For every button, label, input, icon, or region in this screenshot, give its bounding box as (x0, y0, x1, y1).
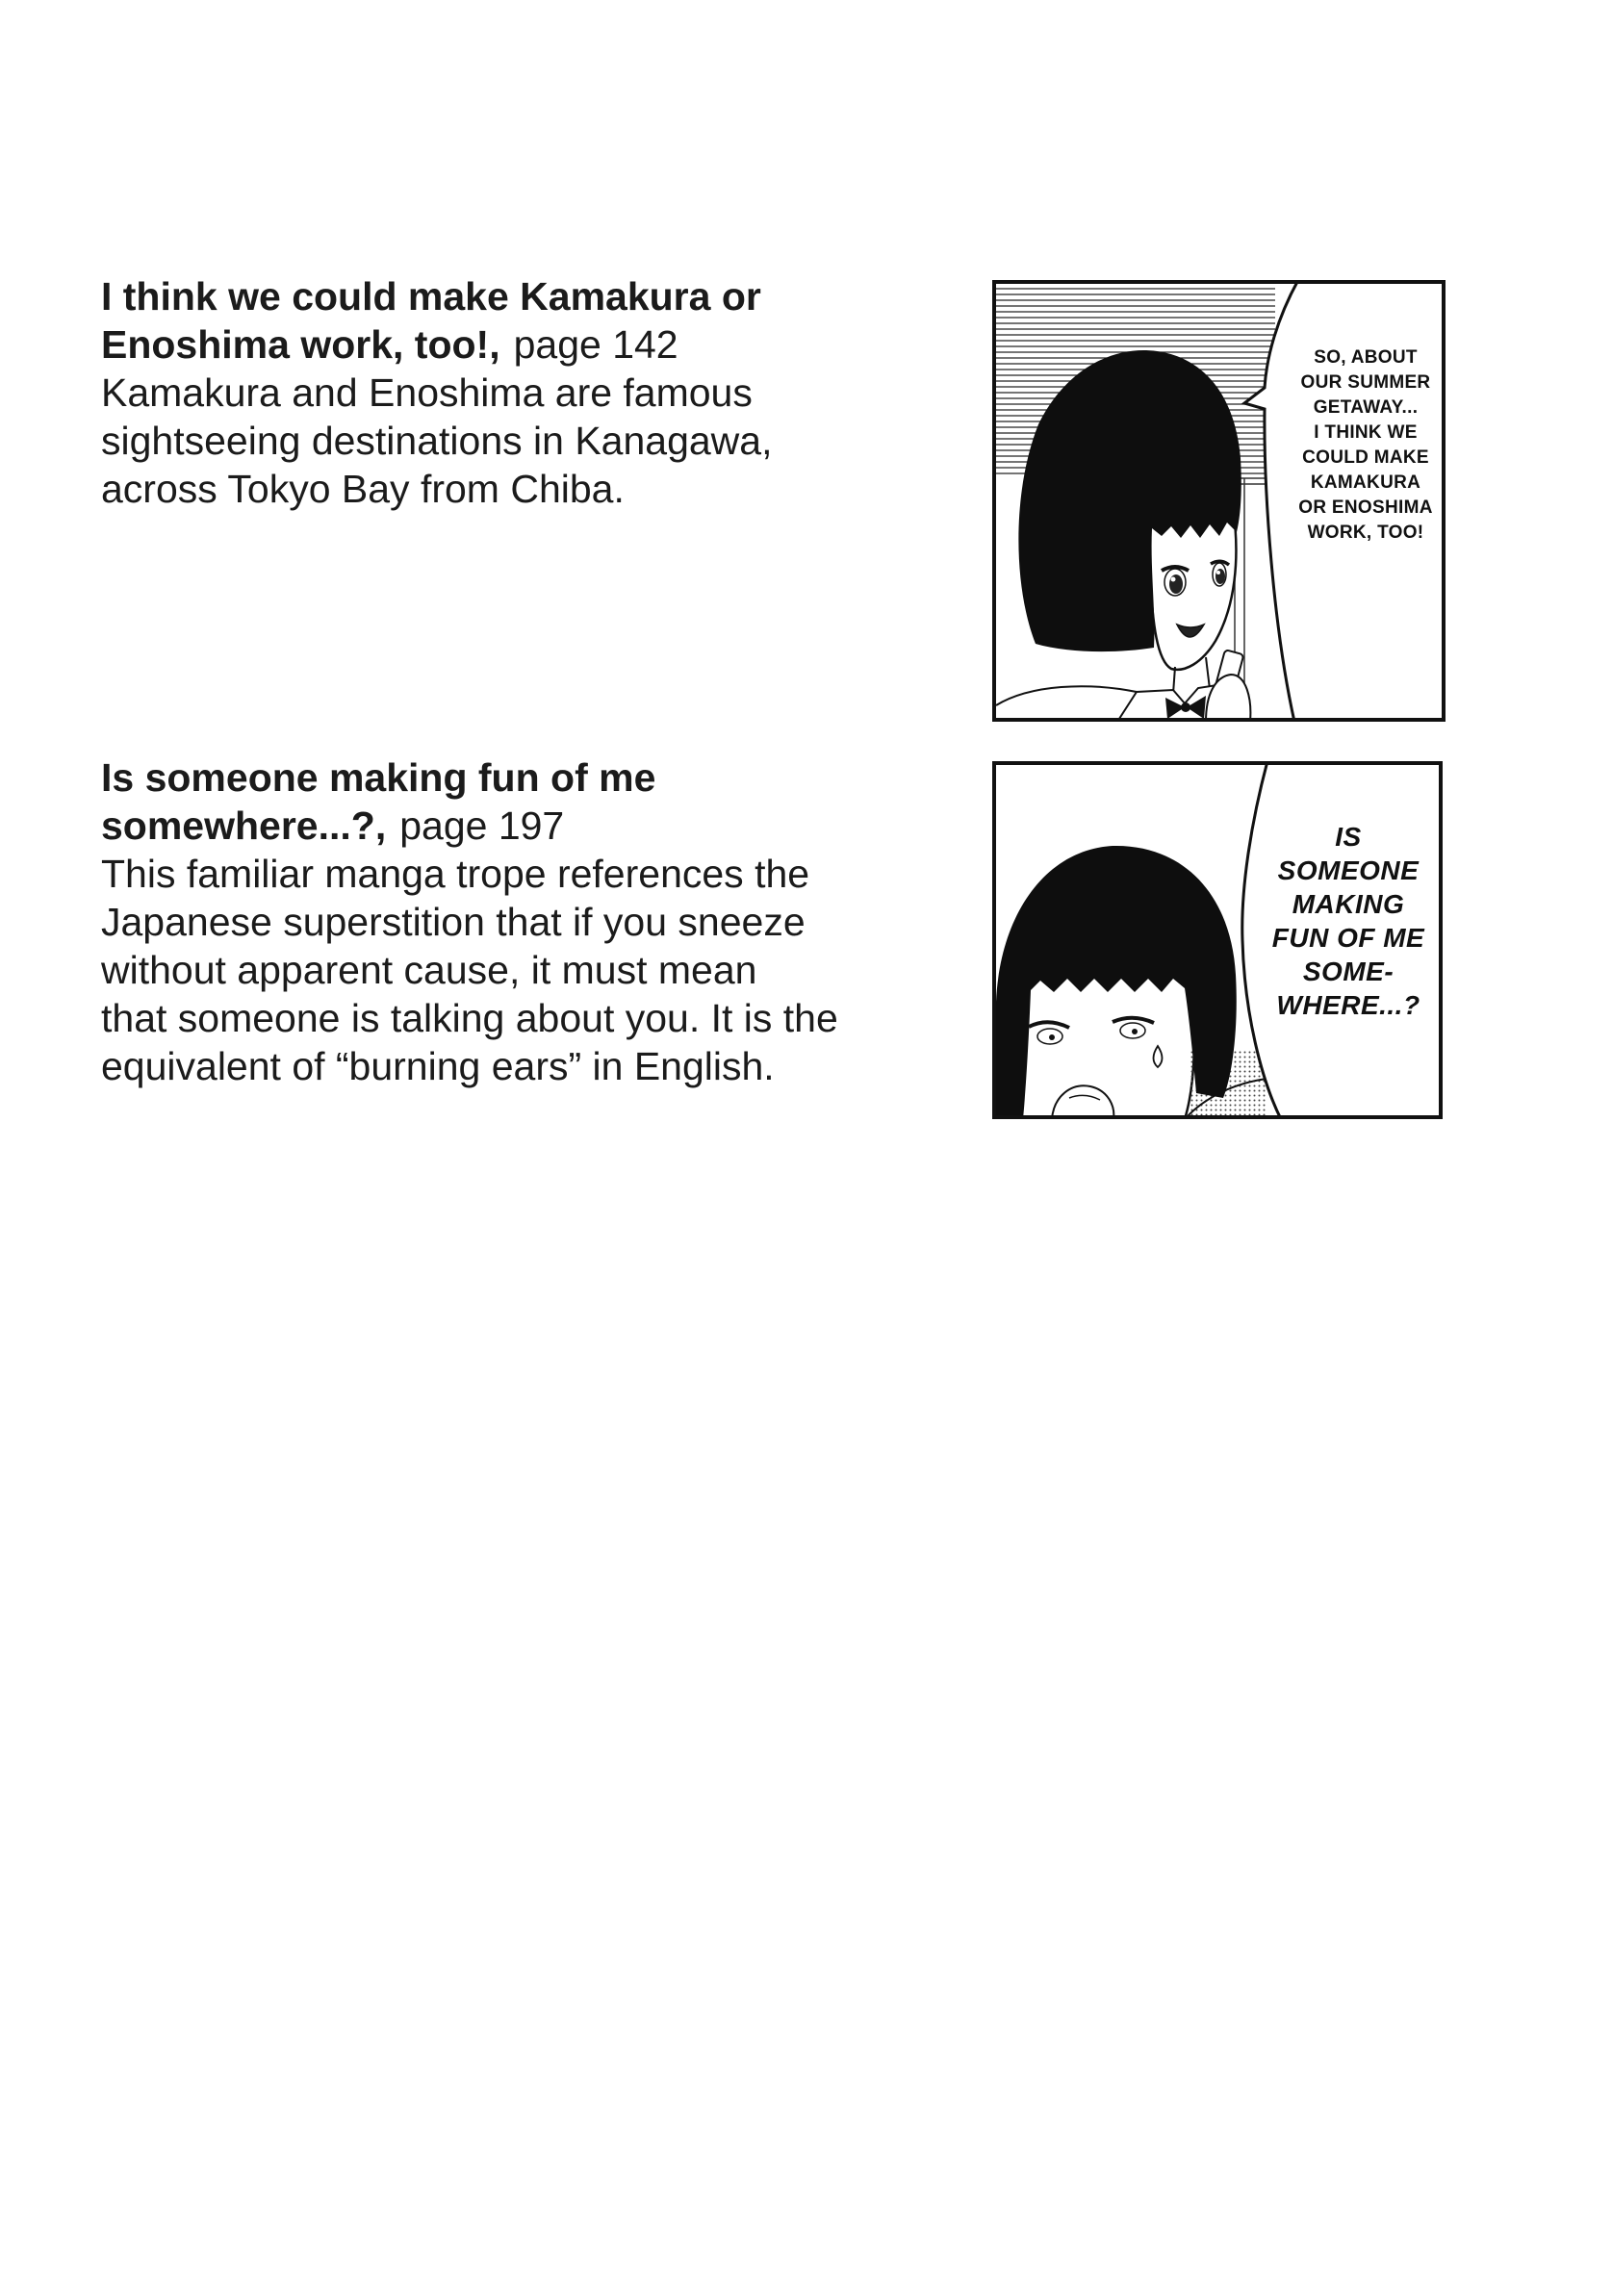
note-body-line: Japanese superstition that if you sneeze (101, 900, 806, 944)
bubble-line: OR ENOSHIMA (1298, 497, 1433, 518)
bubble-line: WORK, TOO! (1307, 523, 1424, 543)
note-heading: I think we could make Kamakura or (101, 274, 761, 319)
bubble-line: GETAWAY... (1313, 397, 1419, 418)
bubble-line: MAKING (1292, 889, 1405, 919)
note-heading-line (101, 320, 772, 369)
translation-note-sneeze (101, 753, 838, 1090)
manga-panel-someone-making-fun (992, 761, 1443, 1119)
note-body-line: This familiar manga trope references the (101, 852, 810, 896)
bubble-line: WHERE...? (1276, 990, 1420, 1020)
note-heading: somewhere...?, (101, 804, 387, 848)
bubble-line: SOMEONE (1277, 855, 1420, 885)
bubble-line: SO, ABOUT (1314, 347, 1418, 368)
bubble-line: COULD MAKE (1302, 447, 1429, 468)
bubble-line: IS (1335, 822, 1362, 852)
page-reference: page 142 (513, 322, 678, 367)
page-reference: page 197 (399, 804, 565, 848)
note-body-line: that someone is talking about you. It is the (101, 996, 838, 1040)
note-body-line: Kamakura and Enoshima are famous (101, 370, 753, 415)
bubble-line: SOME- (1302, 957, 1395, 986)
note-body-line: equivalent of “burning ears” in English. (101, 1044, 775, 1088)
note-body-line: sightseeing destinations in Kanagawa, (101, 419, 773, 463)
note-heading: Is someone making fun of me (101, 755, 656, 800)
translation-note-kamakura (101, 272, 772, 513)
manga-panel-summer-getaway (992, 280, 1446, 722)
note-heading-line (101, 802, 838, 850)
note-heading: Enoshima work, too!, (101, 322, 500, 367)
bubble-line: KAMAKURA (1310, 472, 1421, 493)
note-body-line: without apparent cause, it must mean (101, 948, 757, 992)
speech-bubble-text (1293, 345, 1438, 546)
bubble-line: FUN OF ME (1271, 923, 1425, 953)
bubble-line: I THINK WE (1314, 422, 1418, 443)
note-body-line: across Tokyo Bay from Chiba. (101, 467, 625, 511)
speech-bubble-text (1267, 820, 1429, 1022)
bubble-line: OUR SUMMER (1300, 372, 1431, 393)
